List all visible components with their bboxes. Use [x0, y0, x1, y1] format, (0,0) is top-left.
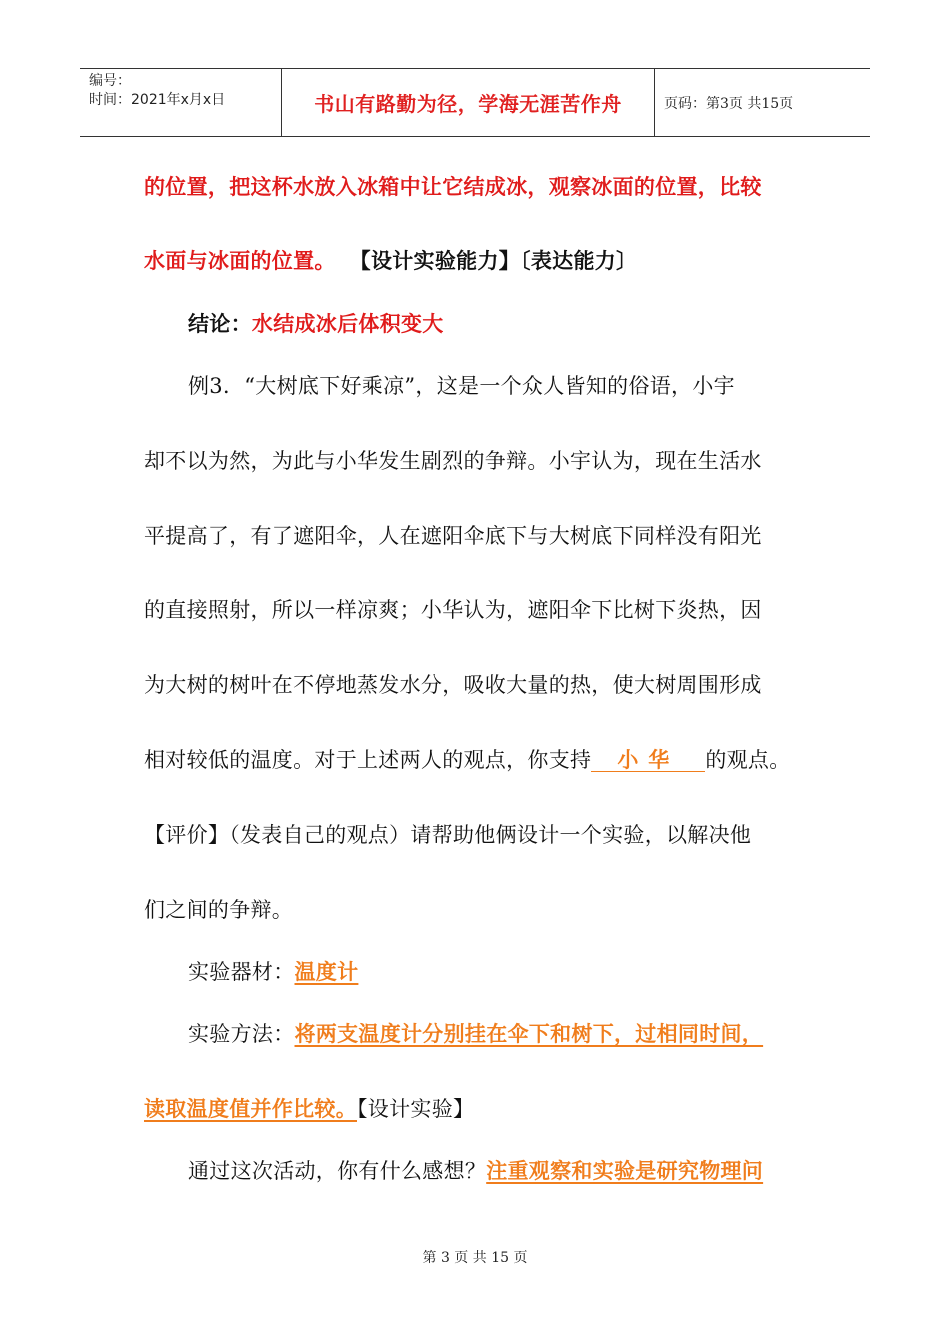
- text-line: 的位置，把这杯水放入冰箱中让它结成冰，观察冰面的位置，比较: [144, 174, 762, 199]
- method-line-cont: [144, 1093, 474, 1123]
- skill-tag: 【设计实验能力】〔表达能力〕: [349, 248, 638, 273]
- header-motto: 书山有路勤为径，学海无涯苦作舟: [314, 92, 622, 116]
- header-divider: [654, 69, 655, 136]
- header-meta: [89, 72, 225, 110]
- text-line: 为大树的树叶在不停地蒸发水分，吸收大量的热，使大树周围形成: [144, 673, 762, 697]
- header-page-info: 页码：第3页 共15页: [664, 96, 794, 112]
- text-line: [144, 744, 791, 774]
- question-text: 相对较低的温度。对于上述两人的观点，你支持: [144, 748, 592, 772]
- method-line: [188, 1018, 763, 1048]
- reflection-label: 通过这次活动，你有什么感想？: [188, 1159, 487, 1183]
- skill-tag: 【设计实验】: [357, 1097, 475, 1121]
- equipment-line: [188, 956, 358, 986]
- page-header: [80, 68, 870, 137]
- question-text: 的观点。: [705, 748, 791, 772]
- answer-text: 水面与冰面的位置。: [144, 248, 336, 273]
- text-line: 们之间的争辩。: [144, 898, 294, 922]
- conclusion-label: 结论：: [188, 311, 252, 336]
- text-line: 例3．“大树底下好乘凉”，这是一个众人皆知的俗语，小宇: [188, 374, 735, 398]
- text-line: 的直接照射，所以一样凉爽；小华认为，遮阳伞下比树下炎热，因: [144, 598, 762, 622]
- method-label: 实验方法：: [188, 1022, 295, 1046]
- conclusion-answer: 水结成冰后体积变大: [251, 311, 444, 336]
- text-line: 却不以为然，为此与小华发生剧烈的争辩。小宇认为，现在生活水: [144, 449, 762, 473]
- reflection-line: [188, 1155, 763, 1185]
- text-line: 【评价】（发表自己的观点）请帮助他俩设计一个实验，以解决他: [144, 823, 752, 847]
- number-label: 编号：: [89, 73, 131, 89]
- page-footer: 第 3 页 共 15 页: [422, 1250, 528, 1266]
- reflection-answer: 注重观察和实验是研究物理问: [486, 1158, 764, 1183]
- time-label: 时间：2021年x月x日: [89, 92, 226, 108]
- text-line: 平提高了，有了遮阳伞，人在遮阳伞底下与大树底下同样没有阳光: [144, 524, 762, 548]
- answer-blank: 小华: [591, 749, 705, 772]
- equipment-answer: 温度计: [294, 959, 359, 984]
- conclusion-line: [188, 308, 444, 338]
- equipment-label: 实验器材：: [188, 960, 295, 984]
- method-answer: 读取温度值并作比较。: [144, 1096, 357, 1121]
- method-answer: 将两支温度计分别挂在伞下和树下，过相同时间，: [294, 1021, 764, 1046]
- text-line: [144, 245, 637, 275]
